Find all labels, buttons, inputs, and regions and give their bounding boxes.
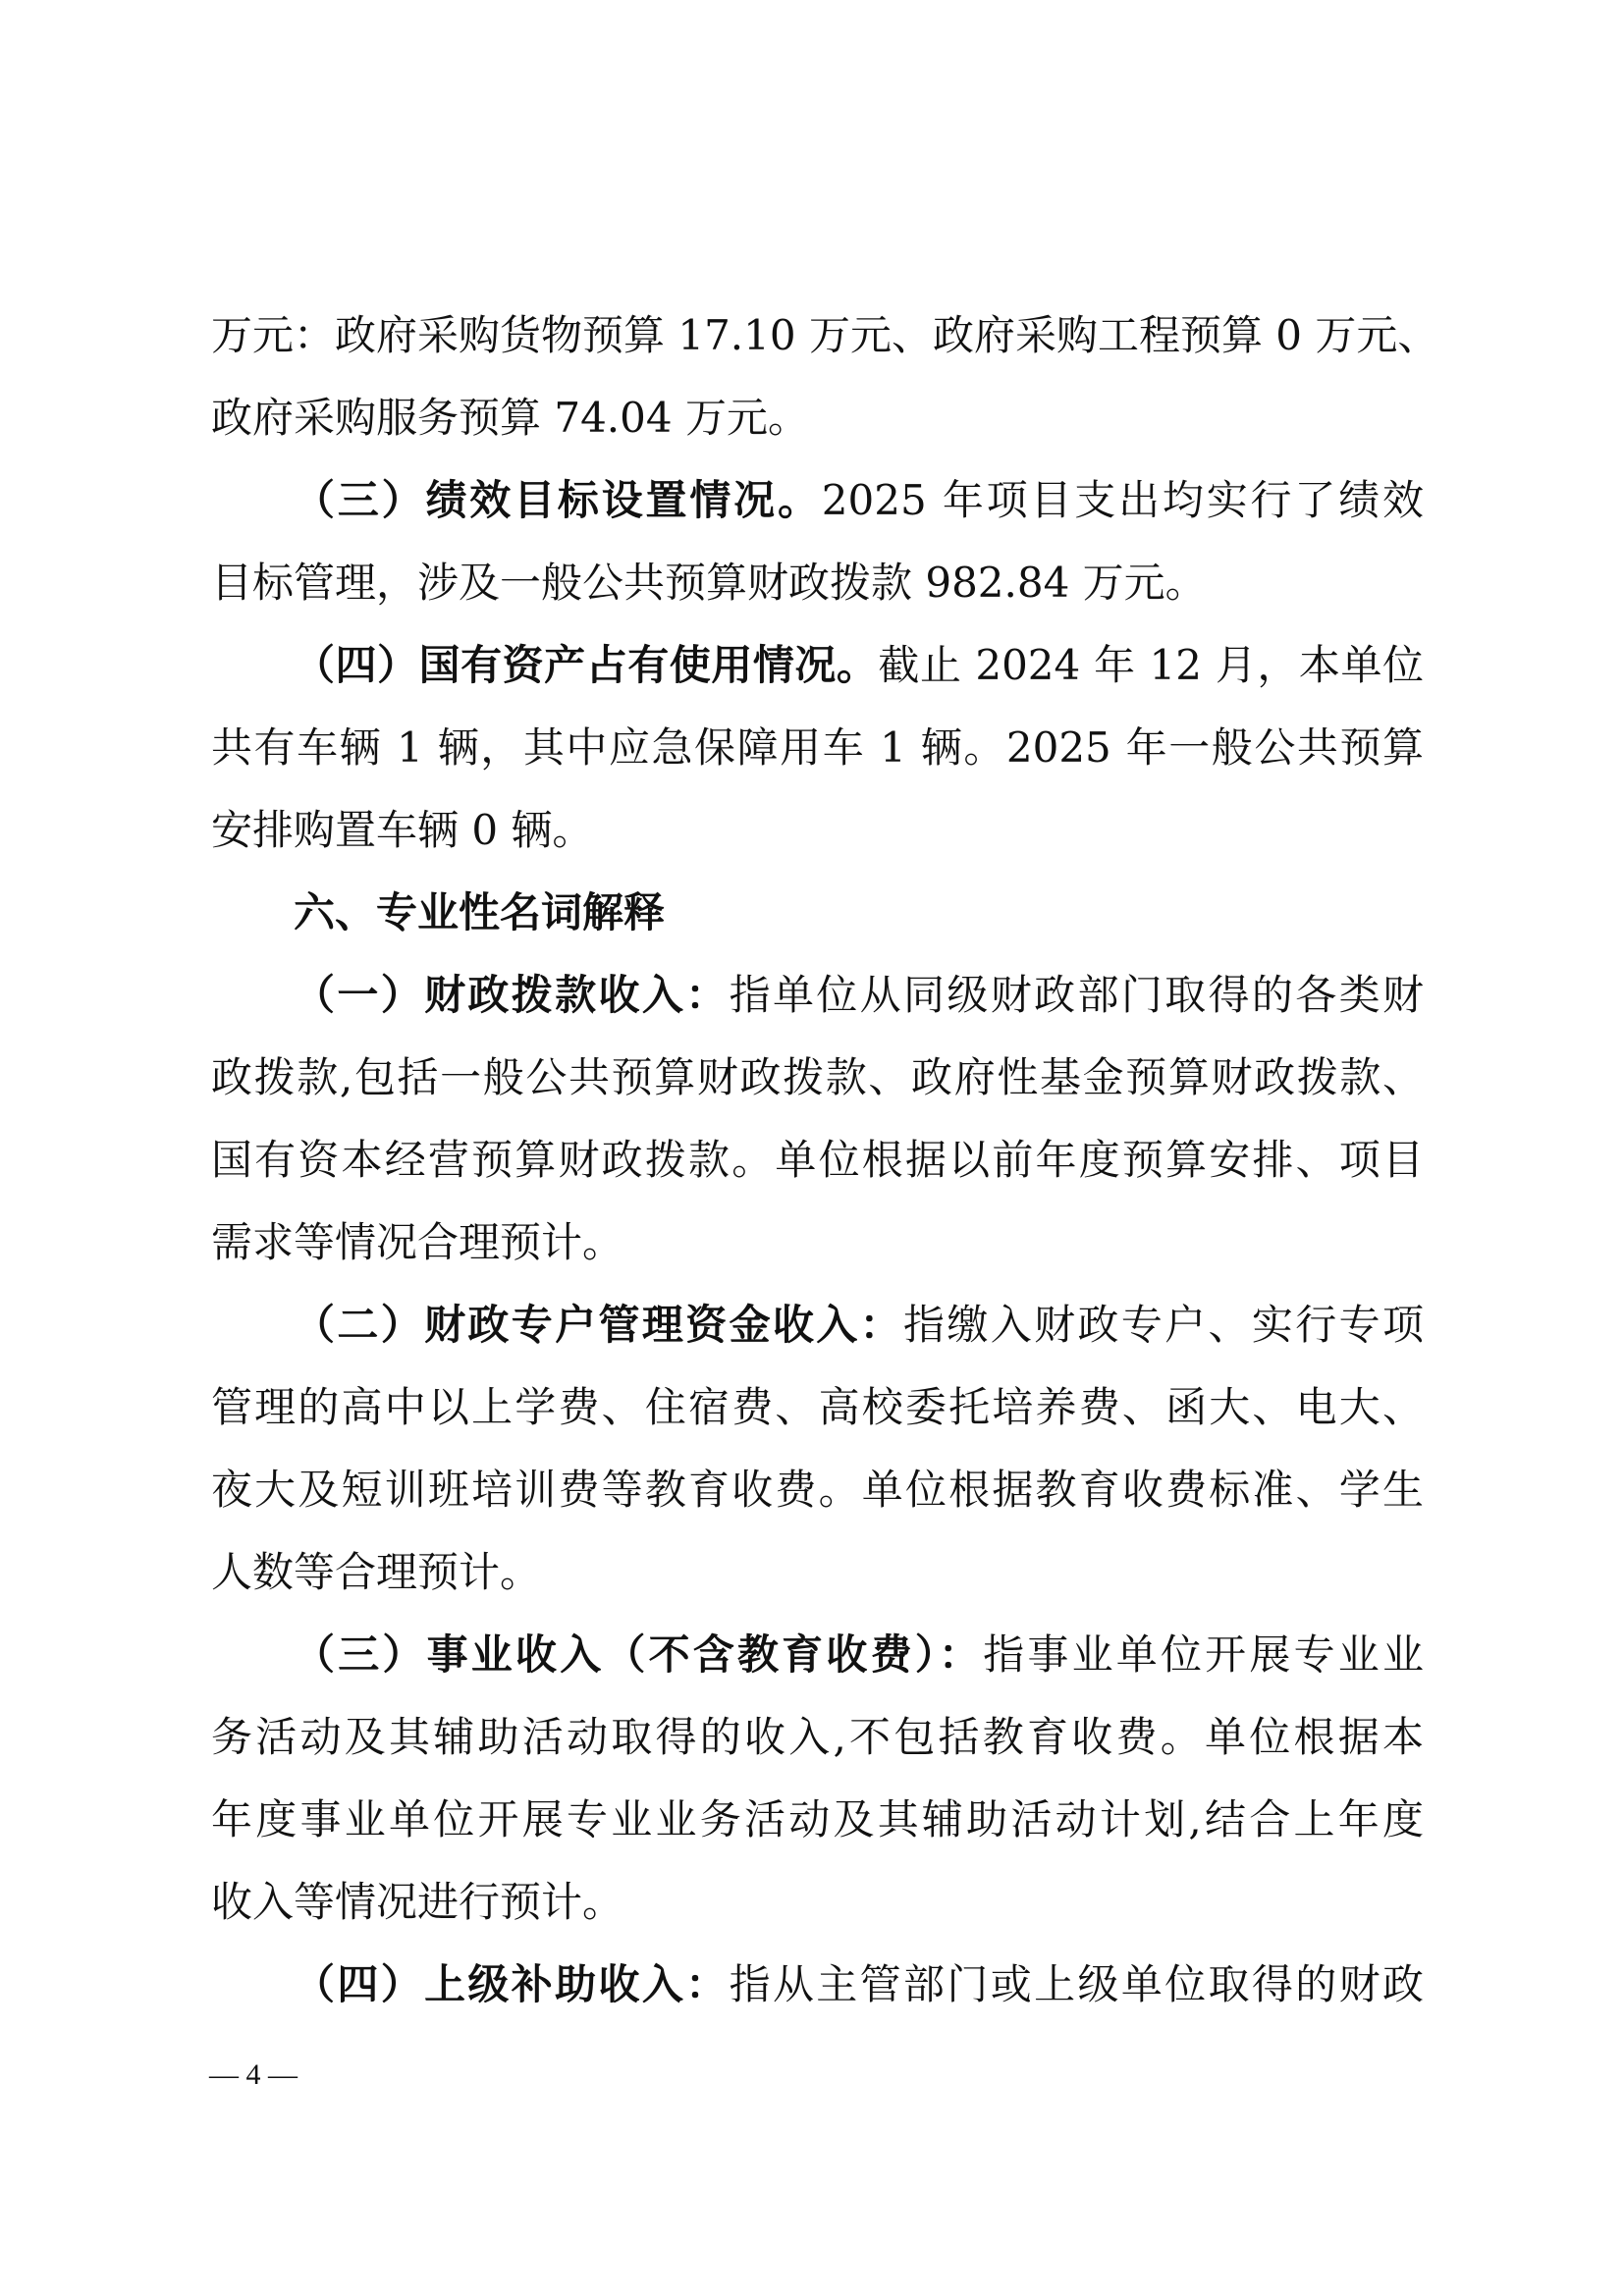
- line-text: 万元：政府采购货物预算 17.10 万元、政府采购工程预算 0 万元、: [211, 311, 1439, 359]
- line-text: 政府采购服务预算 74.04 万元。: [211, 394, 809, 442]
- line-text: 2025 年项目支出均实行了绩效: [821, 476, 1424, 524]
- text-line: [211, 1037, 1424, 1119]
- text-line: [211, 1449, 1424, 1531]
- paragraph-lead: （四）国有资产占有使用情况。: [294, 641, 879, 689]
- body-text: [211, 294, 1439, 2026]
- text-line: [211, 377, 1424, 459]
- line-text: 截止 2024 年 12 月，本单位: [878, 641, 1424, 689]
- line-text: 指事业单位开展专业业: [983, 1630, 1424, 1679]
- line-text: 目标管理，涉及一般公共预算财政拨款 982.84 万元。: [211, 559, 1207, 607]
- text-line: [211, 1366, 1424, 1449]
- line-text: 政拨款,包括一般公共预算财政拨款、政府性基金预算财政拨款、: [211, 1053, 1424, 1101]
- section-heading: [211, 872, 1424, 954]
- line-text: 指缴入财政专户、实行专项: [903, 1301, 1424, 1349]
- line-text: 国有资本经营预算财政拨款。单位根据以前年度预算安排、项目: [211, 1136, 1424, 1184]
- paragraph-lead: （二）财政专户管理资金收入：: [294, 1301, 904, 1349]
- text-line: [211, 542, 1424, 624]
- line-text: 指单位从同级财政部门取得的各类财: [729, 971, 1424, 1019]
- text-line: [211, 294, 1439, 377]
- line-text: 夜大及短训班培训费等教育收费。单位根据教育收费标准、学生: [211, 1466, 1424, 1514]
- page-number: — 4 —: [209, 2058, 298, 2091]
- paragraph-lead: （一）财政拨款收入：: [294, 971, 730, 1019]
- line-text: 指从主管部门或上级单位取得的财政: [729, 1960, 1424, 2008]
- paragraph-performance-targets: [211, 459, 1424, 542]
- paragraph-fiscal-appropriation: [211, 954, 1424, 1037]
- paragraph-lead: （三）事业收入（不含教育收费）：: [294, 1630, 984, 1679]
- paragraph-lead: （三）绩效目标设置情况。: [294, 476, 822, 524]
- line-text: 安排购置车辆 0 辆。: [211, 806, 594, 854]
- line-text: 共有车辆 1 辆，其中应急保障用车 1 辆。2025 年一般公共预算: [211, 723, 1424, 772]
- text-line: [211, 1861, 1424, 1944]
- paragraph-special-account: [211, 1284, 1424, 1366]
- text-line: [211, 1201, 1424, 1284]
- line-text: 年度事业单位开展专业业务活动及其辅助活动计划,结合上年度: [211, 1795, 1424, 1843]
- text-line: [211, 1119, 1424, 1201]
- text-line: [211, 707, 1424, 789]
- paragraph-superior-subsidy: [211, 1944, 1424, 2026]
- paragraph-lead: （四）上级补助收入：: [294, 1960, 730, 2008]
- line-text: 务活动及其辅助活动取得的收入,不包括教育收费。单位根据本: [211, 1713, 1424, 1761]
- section-heading-text: 六、专业性名词解释: [294, 888, 666, 936]
- paragraph-state-assets: [211, 624, 1424, 707]
- line-text: 需求等情况合理预计。: [211, 1218, 624, 1266]
- text-line: [211, 1531, 1424, 1614]
- line-text: 管理的高中以上学费、住宿费、高校委托培养费、函大、电大、: [211, 1383, 1424, 1431]
- line-text: 人数等合理预计。: [211, 1548, 542, 1596]
- text-line: [211, 1696, 1424, 1779]
- text-line: [211, 1779, 1424, 1861]
- paragraph-business-income: [211, 1614, 1424, 1696]
- line-text: 收入等情况进行预计。: [211, 1878, 624, 1926]
- text-line: [211, 789, 1424, 872]
